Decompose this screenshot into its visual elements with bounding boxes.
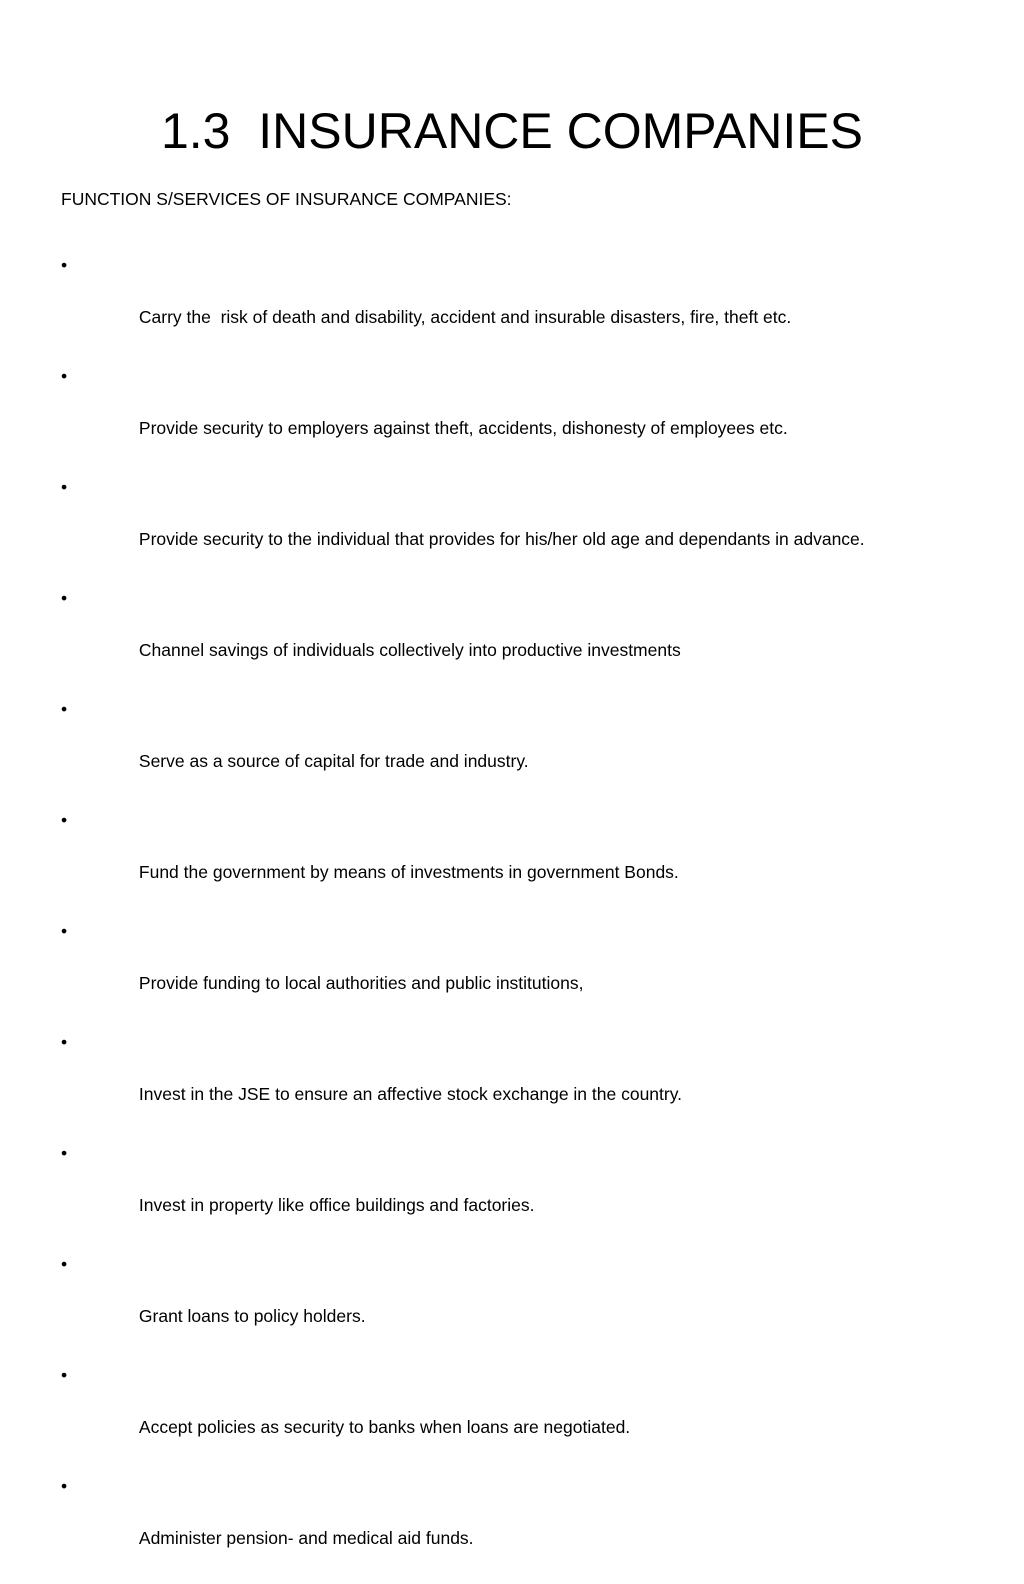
list-item — [61, 1029, 920, 1133]
bullet-icon: • — [61, 1476, 68, 1496]
bullet-icon: • — [61, 1254, 68, 1274]
list-item-text: Provide security to employers against theft, accidents, dishonesty of employees etc. — [138, 418, 788, 438]
list-item — [61, 474, 920, 578]
bullet-list — [61, 252, 961, 1577]
list-item-text: Serve as a source of capital for trade and industry. — [138, 751, 529, 771]
bullet-icon: • — [61, 366, 68, 386]
list-item — [61, 807, 920, 911]
list-item-text: Fund the government by means of investments in government Bonds. — [138, 862, 679, 882]
list-item — [61, 585, 920, 689]
list-item — [61, 252, 920, 356]
list-item-text: Grant loans to policy holders. — [138, 1306, 366, 1326]
bullet-icon: • — [61, 810, 68, 830]
list-item — [61, 696, 920, 800]
list-item — [61, 918, 920, 1022]
slide-body — [61, 186, 961, 1584]
list-item-text: Accept policies as security to banks when loans are negotiated. — [138, 1417, 631, 1437]
list-item — [61, 1140, 920, 1244]
list-item — [61, 1251, 920, 1355]
list-item-text: Administer pension- and medical aid funds. — [138, 1528, 474, 1548]
list-item-text: Provide funding to local authorities and public institutions, — [138, 973, 584, 993]
list-item — [61, 363, 920, 467]
bullet-icon: • — [61, 1365, 68, 1385]
bullet-icon: • — [61, 1032, 68, 1052]
bullet-icon: • — [61, 1143, 68, 1163]
list-item-text: Invest in the JSE to ensure an affective stock exchange in the country. — [138, 1084, 683, 1104]
bullet-icon: • — [61, 255, 68, 275]
list-item-text: Channel savings of individuals collectively into productive investments — [138, 640, 681, 660]
bullet-icon: • — [61, 477, 68, 497]
slide-title: 1.3 INSURANCE COMPANIES — [160, 102, 863, 159]
list-item — [61, 1473, 920, 1577]
bullet-icon: • — [61, 588, 68, 608]
section-heading: FUNCTION S/SERVICES OF INSURANCE COMPANIES: — [61, 189, 512, 209]
list-item — [61, 1362, 920, 1466]
list-item-text: Invest in property like office buildings and factories. — [138, 1195, 535, 1215]
list-item-text: Provide security to the individual that provides for his/her old age and dependants in advance. — [138, 529, 865, 549]
bullet-icon: • — [61, 921, 68, 941]
list-item-text: Carry the risk of death and disability, accident and insurable disasters, fire, theft etc. — [138, 307, 792, 327]
bullet-icon: • — [61, 699, 68, 719]
